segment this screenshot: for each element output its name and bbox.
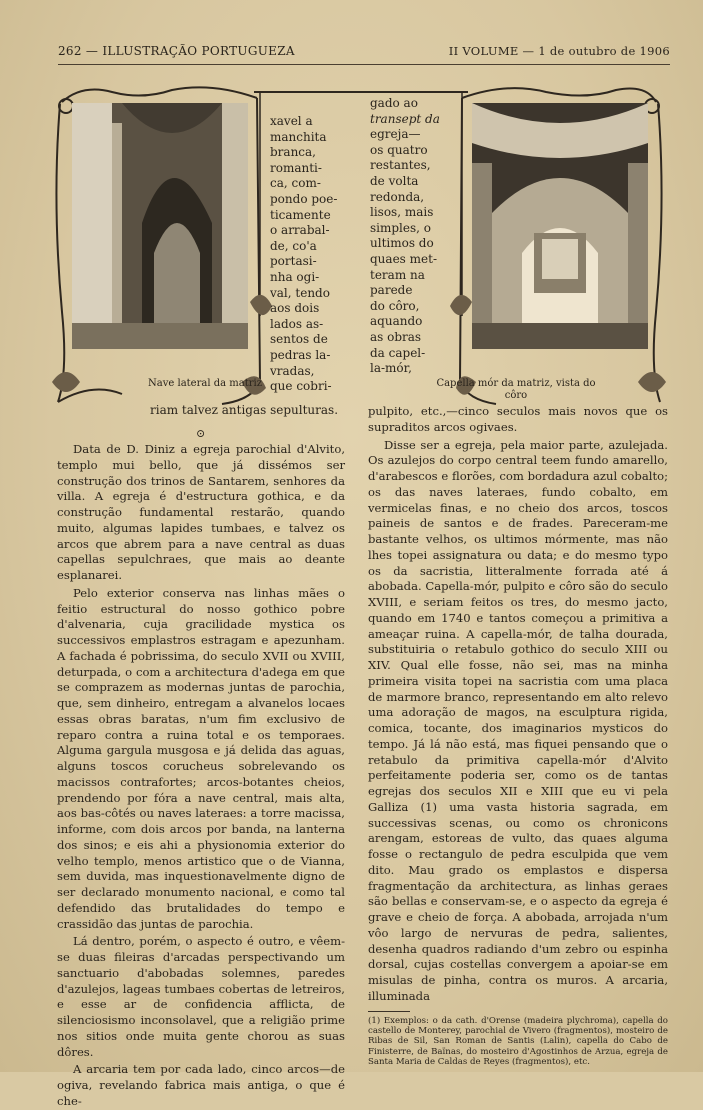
narrow-line: teram na xyxy=(370,267,425,282)
right-text-column xyxy=(368,404,668,1005)
narrow-line: redonda, xyxy=(370,189,425,204)
header-issue: II VOLUME — 1 de outubro de 1906 xyxy=(448,44,670,58)
narrow-line: do côro, xyxy=(370,298,420,313)
header-title: 262 — ILLUSTRAÇÃO PORTUGUEZA xyxy=(58,44,295,58)
capella-photo xyxy=(472,103,648,349)
narrow-line: vradas, xyxy=(270,363,315,378)
narrow-line: lados as- xyxy=(270,316,324,331)
narrow-line: que cobri- xyxy=(270,379,332,394)
left-text-column xyxy=(57,442,345,1110)
narrow-line: de, co'a xyxy=(270,238,317,253)
narrow-line: lisos, mais xyxy=(370,205,434,220)
narrow-line: portasi- xyxy=(270,254,317,269)
narrow-line: romanti- xyxy=(270,160,322,175)
paragraph: Data de D. Diniz a egreja parochial d'Alvito, templo mui bello, que já dissémos ser construção dos trinos de Santarem, senhores da villa. A egreja é d'estructura gothica, e da construção fundamental restarão, quando muito, algumas lapides tumbaes, e talvez os arcos que abrem para a nave central as duas capellas sepulchraes, que mais ao deante esplanarei. xyxy=(57,442,345,582)
narrow-line: de volta xyxy=(370,173,419,188)
narrow-line: parede xyxy=(370,283,413,298)
paragraph: Disse ser a egreja, pela maior parte, azulejada. Os azulejos do corpo central teem fundo amarello, d'arabescos e florões, com bordadura azul cobalto; os das naves lateraes, fundo cobalto, em vermicelas finas, e no cheio dos arcos, toscos paineis de santos e de frades. Pareceram-me bastante velhos, os ultimos mórmente, mas não lhes topei assignatura ou data; e do mesmo typo os da sacristia, litteralmente forrada até á abobada. Capella-mór, pulpito e côro são do seculo XVIII, e seriam feitos os tres, do mesmo jacto, quando em 1740 e tantos começou a primitiva a ameaçar ruina. A capella-mór, de talha dourada, substituiria o retabulo gothico do seculo XIII ou XIV. Qual elle fosse, não sei, mas na minha primeira visita topei na sacristia com uma placa de marmore branco, representando em alto relevo uma adoração de magos, na esculptura rigida, comica, tocante, dos imaginarios mysticos do tempo. Já lá não está, mas fiquei pensando que o retabulo da primitiva capella-mór d'Alvito perfeitamente poderia ser, como os de tantas egrejas dos seculos XII e XIII que eu vi pela Galliza (1) uma vasta historia sagrada, em successivas scenas, ou como os chronicons arengam, estoreas de vulto, das quaes alguma fosse o rectangulo de pedra esculpida que vem dito. Mau grado os emplastos e dispersa fragmentação da architectura, as linhas geraes são bellas e conservam-se, e o aspecto da egreja é grave e cheio de força. A abobada, arrojada n'um vôo largo de nervuras de pedra, salientes, desenha quadros radiando d'um zebro ou espinha dorsal, cujas costellas convergem a apoiar-se em misulas de pinha, contra os muros. A arcaria, illuminada xyxy=(368,437,668,1003)
header-rule xyxy=(58,64,670,65)
narrow-line: quaes met- xyxy=(370,251,437,266)
narrow-line: egreja— xyxy=(370,127,421,142)
narrow-line: ticamente xyxy=(270,207,331,222)
paragraph: Pelo exterior conserva nas linhas mães o feitio estructural do nosso gothico pobre d'alvenaria, cuja gracilidade mystica os successivos emplastros estragam e apezunham. A fachada é pobrissima, do seculo XVII ou XVIII, deturpada, o com a architectura d'adega em que se comprazem as modernas juntas de parochia, que, sem dinheiro, entregam a alvanelos locaes essas obras baratas, n'um fim exclusivo de reparo contra a ruina total e os temporaes. Alguma gargula musgosa e já delida das aguas, alguns toscos corucheus sobrelevando os macissos contrafortes; arcos-botantes cheios, prendendo por fóra a nave central, mais alta, aos bas-côtés ou naves lateraes: a torre macissa, informe, com dois arcos por banda, na lanterna dos sinos; e eis ahi a physionomia exterior do velho templo, menos artistico que o de Vianna, sem duvida, mas inquestionavelmente digno de ser declarado monumento nacional, e como tal defendido das brutalidades do tempo e crassidão das juntas de parochia. xyxy=(57,585,345,931)
narrow-line: xavel a xyxy=(270,114,313,128)
narrow-line: restantes, xyxy=(370,158,431,173)
narrow-line: transept da xyxy=(370,111,440,126)
narrow-line: gado ao xyxy=(370,96,418,110)
narrow-line: ca, com- xyxy=(270,176,321,191)
right-figure-caption: Capella mór da matriz, vista do côro xyxy=(436,378,596,401)
left-first-line: riam talvez antigas sepulturas. xyxy=(150,403,339,417)
narrow-line: sentos de xyxy=(270,332,328,347)
narrow-line: simples, o xyxy=(370,220,432,235)
narrow-column-b xyxy=(370,96,458,377)
footnote: (1) Exemplos: o da cath. d'Orense (madeira plychroma), capella do castello de Monterey, parochial de Vivero (fragmentos), mosteiro de Ribas de Sil, San Roman de Santis (Lalin), capella do Cabo de Finisterre, de Baïnas, do mosteiro d'Agostinhos de Arzua, egreja de Santa Maria de Caldas de Reyes (fragmentos), etc. xyxy=(368,1016,668,1067)
narrow-line: ultimos do xyxy=(370,236,434,251)
narrow-line: os quatro xyxy=(370,142,428,157)
narrow-line: aos dois xyxy=(270,301,320,316)
narrow-line: o arrabal- xyxy=(270,223,330,238)
left-figure-caption: Nave lateral da matriz xyxy=(148,378,262,389)
narrow-line: val, tendo xyxy=(270,285,330,300)
narrow-line: as obras xyxy=(370,329,422,344)
narrow-column-a xyxy=(270,114,354,395)
narrow-line: pedras la- xyxy=(270,347,331,362)
narrow-line: la-mór, xyxy=(370,361,412,376)
narrow-line: nha ogi- xyxy=(270,269,320,284)
narrow-line: manchita xyxy=(270,129,327,144)
paragraph: A arcaria tem por cada lado, cinco arcos—de ogiva, revelando fabrica mais antiga, o que é che- xyxy=(57,1062,345,1108)
narrow-line: pondo poe- xyxy=(270,191,338,206)
page-header xyxy=(58,44,670,64)
footnote-rule xyxy=(368,1011,410,1012)
nave-photo xyxy=(72,103,248,349)
narrow-line: da capel- xyxy=(370,345,426,360)
section-bullet: ⊙ xyxy=(196,427,206,440)
narrow-line: branca, xyxy=(270,145,316,160)
paragraph-continuation: pulpito, etc.,—cinco seculos mais novos que os supraditos arcos ogivaes. xyxy=(368,404,668,434)
paragraph: Lá dentro, porém, o aspecto é outro, e vêem-se duas fileiras d'arcadas perspectivando um sanctuario d'abobadas solemnes, paredes d'azulejos, lageas tumbaes cobertas de letreiros, e esse ar de confidencia afflicta, de silenciosismo inconsolavel, que a religião prime nos sitios onde muita gente chorou as suas dôres. xyxy=(57,934,345,1059)
narrow-line: aquando xyxy=(370,314,423,329)
